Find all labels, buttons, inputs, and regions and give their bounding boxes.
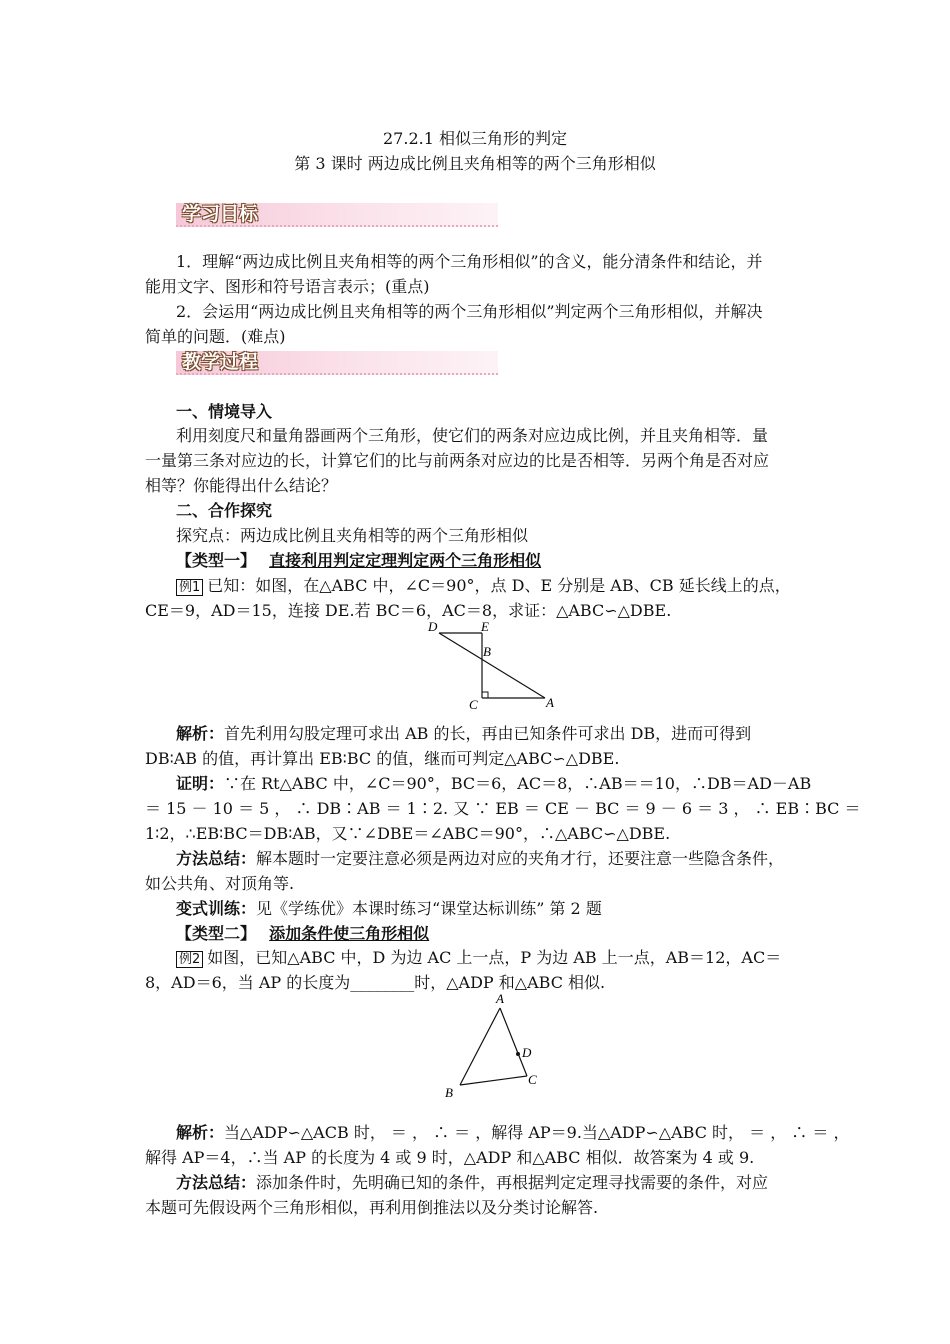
example2-analysis-line-1 [176,1121,850,1145]
objective-2-line-2: 简单的问题．(难点) [145,327,286,346]
fig2-label-D: D [522,1045,532,1060]
process-banner [176,351,498,375]
example2-badge: 例2 [176,951,203,968]
method1-line-2: 如公共角、对顶角等. [145,874,295,893]
type1-tag: 【类型一】 [176,551,257,570]
method2-line-2: 本题可先假设两个三角形相似，再利用倒推法以及分类讨论解答. [145,1198,599,1217]
fig2-label-A: A [496,991,504,1006]
example2-question-1: 如图，已知△ABC 中，D 为边 AC 上一点，P 为边 AB 上一点，AB＝12，AC＝ [207,948,782,967]
fig1-label-C: C [469,697,478,712]
example1-proof-line-3: 1∶2，∴EB∶BC＝DB∶AB，又∵∠DBE＝∠ABC＝90°，∴△ABC∽△DBE. [145,824,671,843]
example1-analysis-line-1 [176,722,816,746]
example2-line-1 [176,946,816,970]
objective-1-line-2: 能用文字、图形和符号语言表示；(重点) [145,277,430,296]
example1-analysis-line-2: DB∶AB 的值，再计算出 EB∶BC 的值，继而可判定△ABC∽△DBE. [145,749,620,768]
proof-label: 证明： [176,774,225,793]
variant-label: 变式训练： [176,899,257,918]
fig1-label-B: B [483,644,491,659]
analysis1-text-1: 首先利用勾股定理可求出 AB 的长，再由已知条件可求出 DB，进而可得到 [224,724,752,743]
fig1-label-D: D [428,619,438,634]
example1-badge: 例1 [176,579,203,596]
analysis1-label: 解析： [176,724,225,743]
method1-label: 方法总结： [176,849,257,868]
lesson-subtitle: 第 3 课时 两边成比例且夹角相等的两个三角形相似 [294,154,656,173]
example1-line-1 [176,574,816,598]
type2-tag: 【类型二】 [176,924,257,943]
fig1-label-E: E [481,619,489,634]
fig2-label-B: B [445,1085,453,1100]
example1-figure [425,618,565,712]
section2-heading: 二、合作探究 [176,501,273,520]
fig2-label-C: C [528,1072,537,1087]
fig1-label-A: A [546,695,554,710]
section1-paragraph-line-1: 利用刻度尺和量角器画两个三角形，使它们的两条对应边成比例，并且夹角相等．量 [176,426,769,445]
example1-proof-line-2: ＝ 15 － 10 ＝ 5 ， ∴ DB∶AB ＝ 1∶2. 又 ∵ EB ＝ CE － BC ＝ 9 － 6 ＝ 3 ， ∴ EB∶BC ＝ [145,799,861,818]
section1-paragraph-line-2: 一量第三条对应边的长，计算它们的比与前两条对应边的比是否相等．另两个角是否对应 [145,451,770,470]
method1-text-1: 解本题时一定要注意必须是两边对应的夹角才行，还要注意一些隐含条件， [256,849,785,868]
objective-1-line-1: 1．理解“两边成比例且夹角相等的两个三角形相似”的含义，能分清条件和结论，并 [176,252,763,271]
exploration-point: 探究点：两边成比例且夹角相等的两个三角形相似 [176,526,529,545]
variant-training [176,897,816,921]
method2-label: 方法总结： [176,1173,257,1192]
analysis2-text-1: 当△ADP∽△ACB 时， ＝ ， ∴ ＝ ，解得 AP＝9.当△ADP∽△ABC 时， ＝ ， ∴ ＝ ， [224,1123,850,1142]
type2-heading [176,922,816,946]
section-title: 27.2.1 相似三角形的判定 [383,129,567,148]
proof-text-1: ∵在 Rt△ABC 中，∠C＝90°，BC＝6，AC＝8，∴AB＝＝10，∴DB＝AD－AB [224,774,812,793]
section1-heading: 一、情境导入 [176,402,273,421]
section1-paragraph-line-3: 相等？你能得出什么结论？ [145,476,338,495]
example1-proof-line-1 [176,772,816,796]
process-banner-label: 教学过程 [182,351,259,373]
objectives-banner-label: 学习目标 [182,203,259,225]
method2-line-1 [176,1171,816,1195]
example1-question-2: CE＝9，AD＝15，连接 DE.若 BC＝6，AC＝8，求证：△ABC∽△DBE. [145,601,672,620]
method1-line-1 [176,847,816,871]
example2-analysis-line-2: 解得 AP＝4，∴当 AP 的长度为 4 或 9 时，△ADP 和△ABC 相似．故答案为 4 或 9. [145,1148,755,1167]
objective-2-line-1: 2．会运用“两边成比例且夹角相等的两个三角形相似”判定两个三角形相似，并解决 [176,302,763,321]
type1-title: 直接利用判定定理判定两个三角形相似 [269,551,542,570]
example1-question-1: 已知：如图，在△ABC 中，∠C＝90°，点 D、E 分别是 AB、CB 延长线上的点， [207,576,791,595]
example2-figure [440,990,550,1102]
method2-text-1: 添加条件时，先明确已知的条件，再根据判定定理寻找需要的条件，对应 [256,1173,769,1192]
type2-title: 添加条件使三角形相似 [269,924,430,943]
objectives-banner [176,203,498,227]
variant-text: 见《学练优》本课时练习“课堂达标训练” 第 2 题 [256,899,602,918]
example2-question-2: 8，AD＝6，当 AP 的长度为________时，△ADP 和△ABC 相似. [145,973,606,992]
analysis2-label: 解析： [176,1123,225,1142]
type1-heading [176,549,816,573]
